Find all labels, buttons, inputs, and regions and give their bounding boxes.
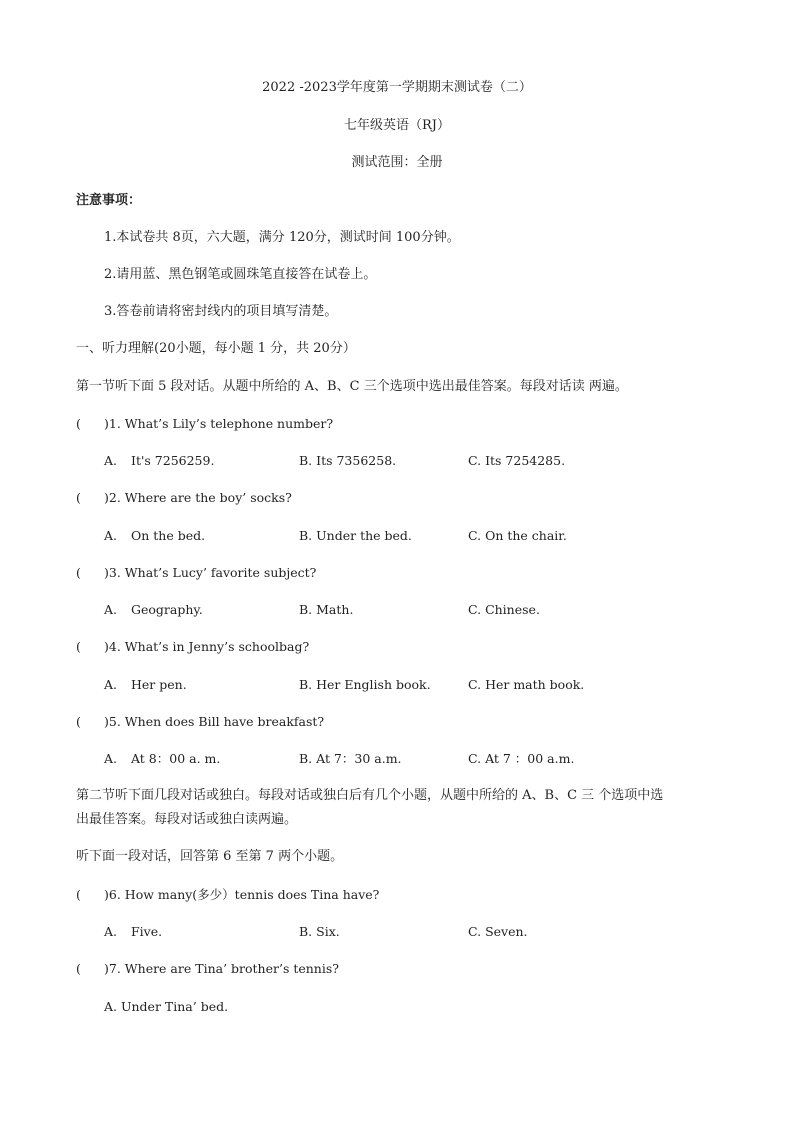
answer-paren-open: ( xyxy=(76,961,81,976)
note-item: 1.本试卷共 8页，六大题，满分 120分，测试时间 100分钟。 xyxy=(104,230,460,245)
question-text: )3. What’s Lucy’ favorite subject? xyxy=(104,565,317,580)
question-text: )6. How many(多少）tennis does Tina have? xyxy=(104,887,380,902)
option-a-label: A. xyxy=(104,677,118,692)
option-b: B. Six. xyxy=(299,924,340,939)
option-a-label: A. xyxy=(104,602,118,617)
option-b: B. Her English book. xyxy=(299,677,431,692)
option-a: It's 7256259. xyxy=(131,453,215,468)
option-a-label: A. xyxy=(104,924,118,939)
exam-subtitle: 七年级英语（RJ） xyxy=(344,118,450,133)
notes-heading: 注意事项： xyxy=(76,193,142,208)
option-a: At 8：00 a. m. xyxy=(131,751,221,766)
answer-paren-open: ( xyxy=(76,714,81,729)
option-b: B. At 7：30 a.m. xyxy=(299,751,402,766)
question-text: )2. Where are the boy’ socks? xyxy=(104,490,292,505)
option-c: C. At 7 ：00 a.m. xyxy=(468,751,575,766)
section-heading: 一、听力理解(20小题，每小题 1 分，共 20分） xyxy=(76,341,356,356)
option-a: On the bed. xyxy=(131,528,206,543)
option-a-label: A. xyxy=(104,751,118,766)
option-c: C. Her math book. xyxy=(468,677,585,692)
question-text: )5. When does Bill have breakfast? xyxy=(104,714,325,729)
option-c: C. On the chair. xyxy=(468,528,567,543)
note-item: 3.答卷前请将密封线内的项目填写清楚。 xyxy=(104,304,338,319)
answer-paren-open: ( xyxy=(76,416,81,431)
note-item: 2.请用蓝、黑色钢笔或圆珠笔直接答在试卷上。 xyxy=(104,267,377,282)
part2-instructions-cont: 出最佳答案。每段对话或独白读两遍。 xyxy=(76,812,298,827)
option-c: C. Its 7254285. xyxy=(468,453,566,468)
part2-instructions: 第二节听下面几段对话或独白。每段对话或独白后有几个小题，从题中所给的 A、B、C 三 个选项中选 xyxy=(76,788,664,803)
option-a-label: A. xyxy=(104,453,118,468)
option-c: C. Seven. xyxy=(468,924,528,939)
answer-paren-open: ( xyxy=(76,490,81,505)
part1-instructions: 第一节听下面 5 段对话。从题中所给的 A、B、C 三个选项中选出最佳答案。每段对话读 两遍。 xyxy=(76,379,628,394)
dialog-intro: 听下面一段对话，回答第 6 至第 7 两个小题。 xyxy=(76,849,344,864)
option-a: Five. xyxy=(131,924,163,939)
option-c: C. Chinese. xyxy=(468,602,540,617)
answer-paren-open: ( xyxy=(76,565,81,580)
answer-paren-open: ( xyxy=(76,887,81,902)
option-b: B. Its 7356258. xyxy=(299,453,397,468)
option-a: Geography. xyxy=(131,602,203,617)
exam-title: 2022 -2023学年度第一学期期末测试卷（二） xyxy=(262,80,532,95)
answer-paren-open: ( xyxy=(76,639,81,654)
option-a: Her pen. xyxy=(131,677,187,692)
question-text: )1. What’s Lily’s telephone number? xyxy=(104,416,334,431)
option-a-label: A. xyxy=(104,528,118,543)
option-b: B. Math. xyxy=(299,602,354,617)
question-text: )7. Where are Tina’ brother’s tennis? xyxy=(104,961,339,976)
option-b: B. Under the bed. xyxy=(299,528,412,543)
question-text: )4. What’s in Jenny’s schoolbag? xyxy=(104,639,310,654)
exam-scope: 测试范围：全册 xyxy=(351,155,443,170)
option-a: A. Under Tina’ bed. xyxy=(104,999,229,1014)
